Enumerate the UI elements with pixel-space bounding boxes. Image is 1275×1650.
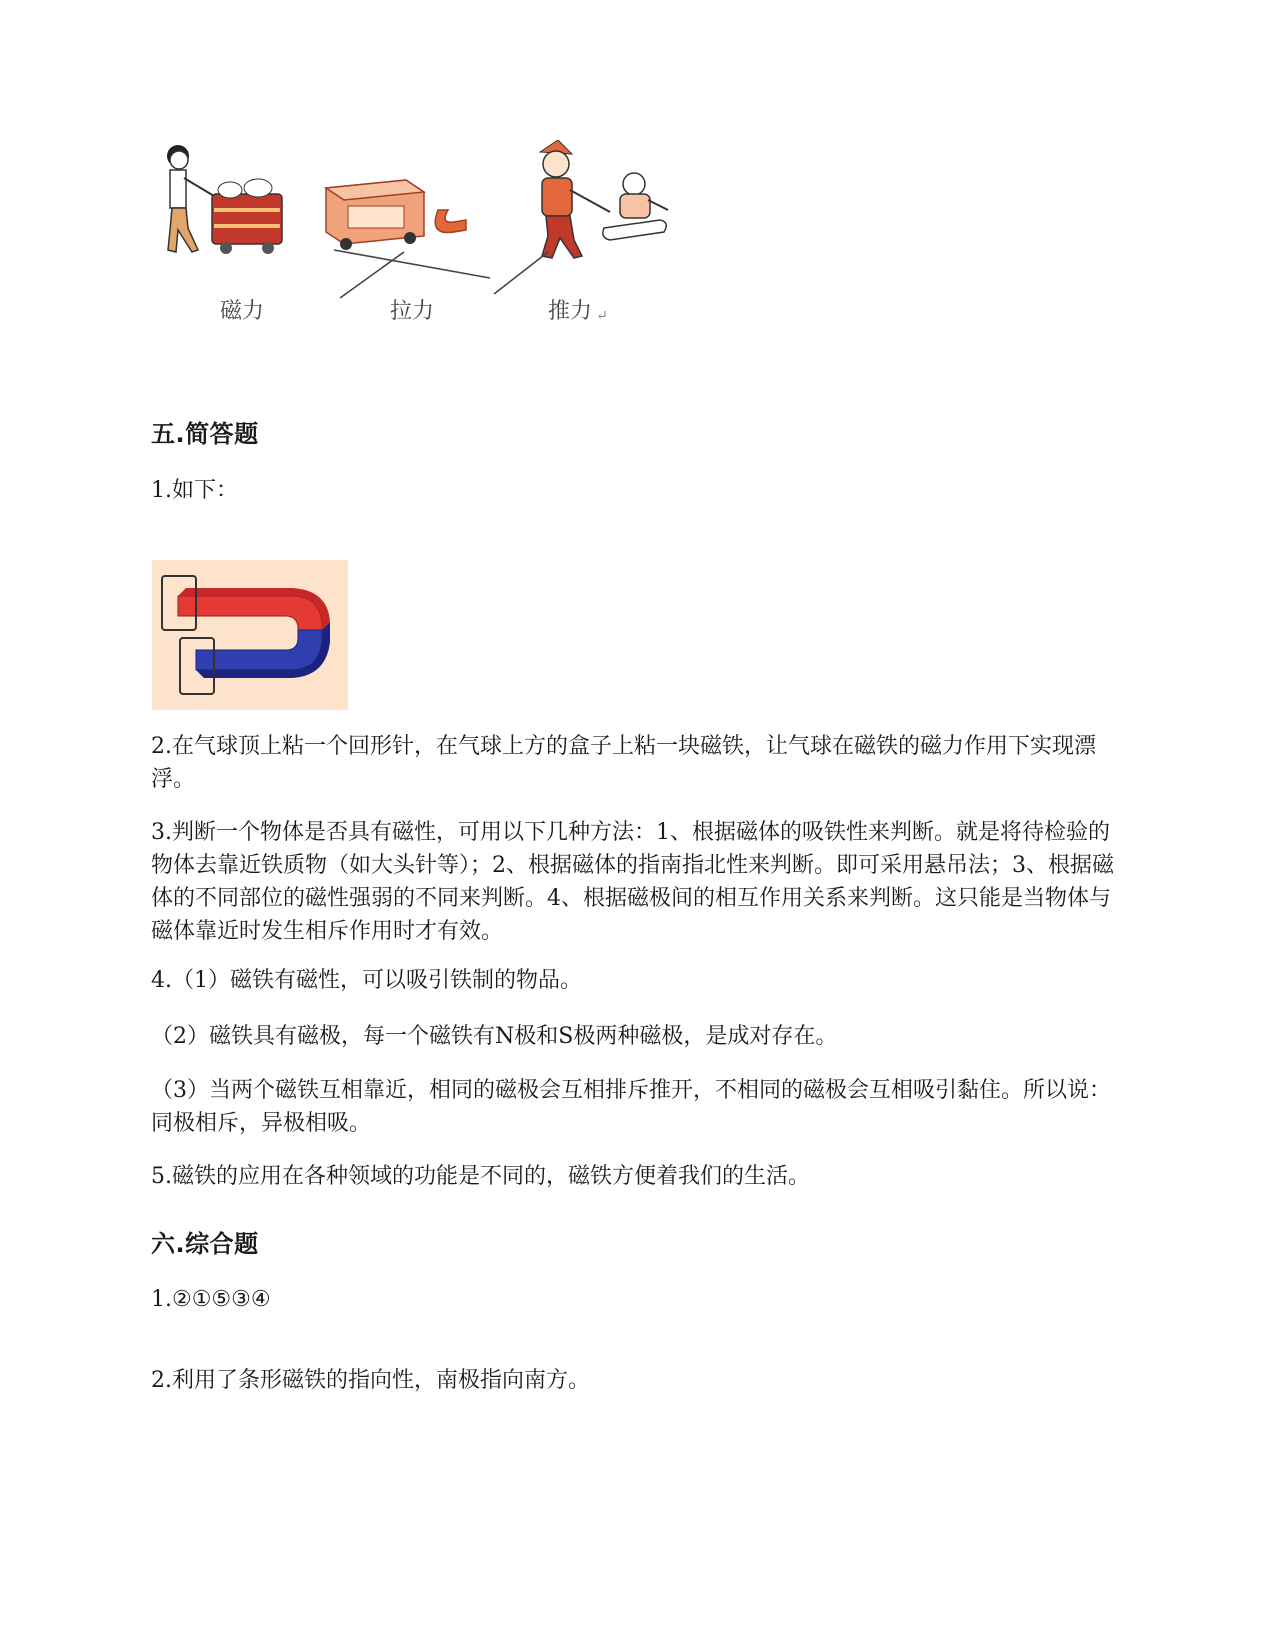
answer-6-2: 2.利用了条形磁铁的指向性，南极指向南方。 (151, 1368, 590, 1393)
label-magnetic-force: 磁力 (220, 299, 265, 324)
section-6-title: 六.综合题 (151, 1230, 259, 1258)
answer-5-3: 3.判断一个物体是否具有磁性，可用以下几种方法：1、根据磁体的吸铁性来判断。就是将待检验的物体去靠近铁质物（如大头针等）；2、根据磁体的指南指北性来判断。即可采用悬吊法；3、根据磁体的不同部位的磁性强弱的不同来判断。4、根据磁极间的相互作用关系来判断。这只能是当物体与磁体靠近时发生相斥作用时才有效。 (151, 820, 1114, 944)
answer-5-4-part-1: 4.（1）磁铁有磁性，可以吸引铁制的物品。 (151, 968, 582, 993)
force-matching-figure (148, 140, 708, 350)
child-pulling-sled-illustration (540, 140, 668, 258)
answer-6-1: 1.②①⑤③④ (151, 1287, 271, 1312)
matching-line-3 (494, 252, 548, 294)
answer-5-1: 1.如下： (151, 478, 238, 503)
matching-line-2 (340, 252, 404, 298)
answer-5-4-part-3: （3）当两个磁铁互相靠近，相同的磁极会互相排斥推开，不相同的磁极会互相吸引黏住。所以说：同极相斥，异极相吸。 (151, 1078, 1112, 1136)
boy-pushing-cart-illustration (167, 145, 282, 254)
horseshoe-magnet-illustration (152, 560, 348, 710)
horseshoe-magnet-figure (152, 560, 348, 710)
force-matching-illustration (148, 140, 708, 350)
answer-5-4-part-2: （2）磁铁具有磁极，每一个磁铁有N极和S极两种磁极，是成对存在。 (151, 1024, 838, 1049)
matching-line-1 (334, 250, 490, 278)
label-pushing-force: 推力 (548, 299, 593, 324)
section-5-title: 五.简答题 (151, 420, 259, 448)
cart-and-magnet-illustration (326, 180, 466, 250)
label-pulling-force: 拉力 (390, 299, 435, 324)
return-mark-icon: ↵ (596, 308, 608, 324)
answer-5-5: 5.磁铁的应用在各种领域的功能是不同的，磁铁方便着我们的生活。 (151, 1164, 810, 1189)
answer-5-2: 2.在气球顶上粘一个回形针，在气球上方的盒子上粘一块磁铁，让气球在磁铁的磁力作用下实现漂浮。 (151, 734, 1096, 792)
